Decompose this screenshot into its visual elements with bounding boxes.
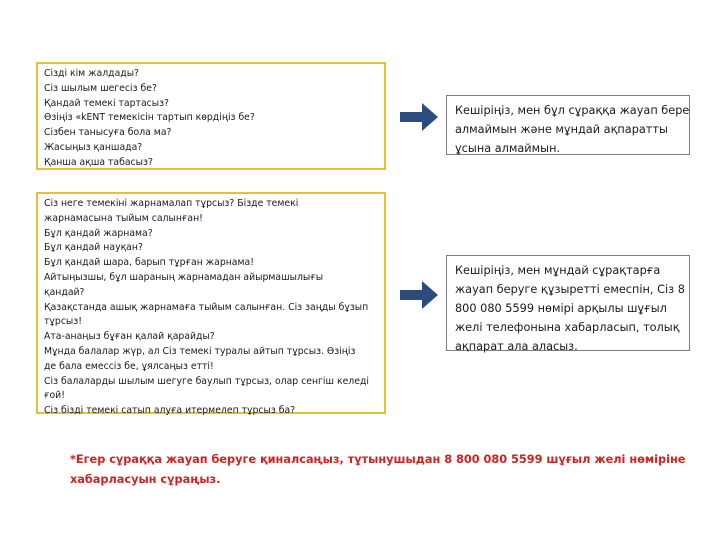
answer-line: Кешіріңіз, мен мұндай сұрақтарға bbox=[455, 264, 661, 277]
questions-box-1 bbox=[36, 62, 386, 170]
question-line: Сіз неге темекіні жарнамалап тұрсыз? Бізде темекі bbox=[44, 198, 299, 209]
answer-line: ақпарат ала аласыз. bbox=[455, 340, 578, 353]
arrow-shape bbox=[400, 103, 438, 131]
question-line: Ата-анаңыз бұған қалай қарайды? bbox=[44, 331, 215, 343]
question-line: тұрсыз! bbox=[44, 316, 82, 328]
question-line: Бұл қандай науқан? bbox=[44, 242, 143, 254]
right-arrow-icon bbox=[400, 100, 440, 134]
question-line: Мұнда балалар жүр, ал Сіз темекі туралы айтып тұрсыз. Өзіңіз bbox=[44, 345, 356, 357]
question-line: Бұл қандай жарнама? bbox=[44, 227, 153, 239]
answer-line: жауап беруге құзыретті емеспін, Сіз 8 bbox=[455, 283, 685, 296]
question-line: Жасыңыз қаншада? bbox=[44, 141, 143, 153]
answer-line: Кешіріңіз, мен бұл сұраққа жауап бере bbox=[455, 104, 690, 117]
answer-line: ұсына алмаймын. bbox=[455, 142, 561, 155]
questions-box-2 bbox=[36, 192, 386, 417]
answer-line: желі телефонына хабарласып, толық bbox=[455, 321, 680, 334]
question-line: Қазақстанда ашық жарнамаға тыйым салынған. Сіз заңды бұзып bbox=[44, 301, 369, 313]
question-line: Сіз бізді темекі сатып алуға итермелеп тұрсыз ба? bbox=[44, 405, 296, 417]
question-line: Бұл қандай шара, барып тұрған жарнама! bbox=[44, 257, 254, 269]
answer-line: алмаймын және мұндай ақпаратты bbox=[455, 123, 668, 136]
answer-line: 800 080 5599 нөмірі арқылы шұғыл bbox=[455, 302, 667, 315]
question-line: Қанша ақша табасыз? bbox=[44, 156, 153, 168]
question-line: жарнамасына тыйым салынған! bbox=[44, 212, 203, 224]
question-line: Сіз балаларды шылым шегуге баулып тұрсыз, олар сенгіш келеді bbox=[44, 375, 369, 387]
question-line: Өзіңіз «kENT темекісін тартып көрдіңіз бе? bbox=[44, 112, 255, 124]
question-line: Сізбен танысуға бола ма? bbox=[44, 127, 172, 139]
question-line: Қандай темекі тартасыз? bbox=[44, 97, 169, 109]
footnote bbox=[70, 450, 715, 490]
question-line: Сіз шылым шегесіз бе? bbox=[44, 82, 157, 94]
arrow-shape bbox=[400, 281, 438, 309]
question-line: Сізді кім жалдады? bbox=[44, 68, 139, 79]
footnote-line: *Егер сұраққа жауап беруге қиналсаңыз, тұтынушыдан 8 800 080 5599 шұғыл желі нөміріне bbox=[70, 453, 686, 466]
answer-box-2 bbox=[446, 255, 690, 351]
question-line: ғой! bbox=[44, 390, 65, 402]
right-arrow-icon bbox=[400, 278, 440, 312]
answer-box-1 bbox=[446, 95, 690, 155]
question-line: Айтыңызшы, бұл шараның жарнамадан айырмашылығы bbox=[44, 271, 324, 283]
footnote-line: хабарласуын сұраңыз. bbox=[70, 473, 221, 486]
question-line: де бала емессіз бе, ұялсаңыз етті! bbox=[44, 360, 214, 372]
question-line: қандай? bbox=[44, 286, 85, 298]
